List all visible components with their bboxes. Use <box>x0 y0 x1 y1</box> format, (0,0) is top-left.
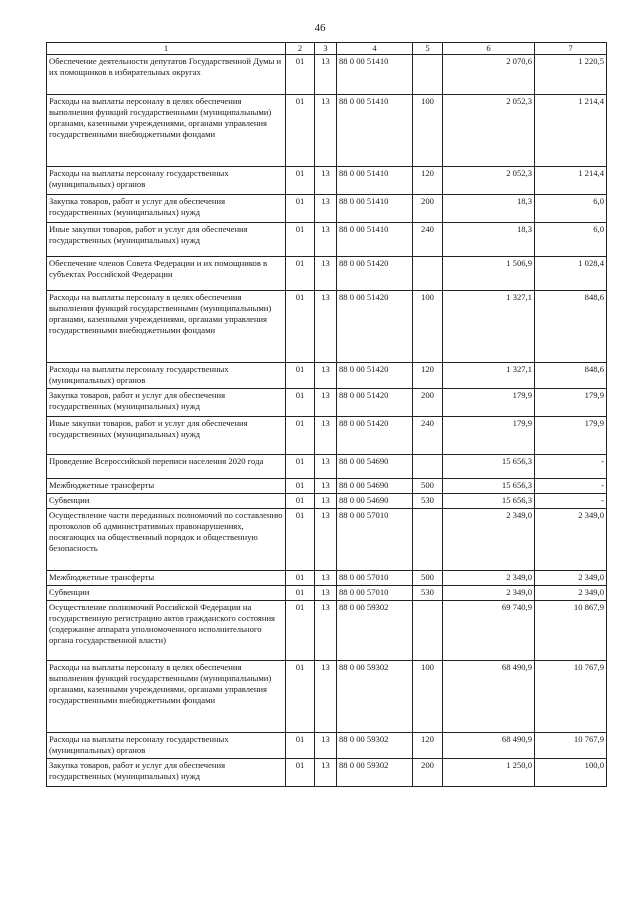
row-description: Закупка товаров, работ и услуг для обеспечения государственных (муниципальных) нужд <box>47 195 286 223</box>
subsection-code: 13 <box>315 586 337 601</box>
row-description: Закупка товаров, работ и услуг для обеспечения государственных (муниципальных) нужд <box>47 759 286 787</box>
target-article-code: 88 0 00 57010 <box>337 586 413 601</box>
section-code: 01 <box>286 417 315 455</box>
section-code: 01 <box>286 167 315 195</box>
table-row <box>47 291 607 363</box>
row-description: Обеспечение деятельности депутатов Государственной Думы и их помощников в избирательных округах <box>47 55 286 95</box>
subsection-code: 13 <box>315 455 337 479</box>
amount-column-6: 1 327,1 <box>443 291 535 363</box>
amount-column-7: 10 767,9 <box>535 733 607 759</box>
section-code: 01 <box>286 601 315 661</box>
expense-type-code: 120 <box>413 167 443 195</box>
section-code: 01 <box>286 223 315 257</box>
amount-column-7: - <box>535 455 607 479</box>
section-code: 01 <box>286 661 315 733</box>
section-code: 01 <box>286 571 315 586</box>
expense-type-code <box>413 601 443 661</box>
amount-column-6: 15 656,3 <box>443 479 535 494</box>
subsection-code: 13 <box>315 571 337 586</box>
subsection-code: 13 <box>315 257 337 291</box>
table-row <box>47 494 607 509</box>
subsection-code: 13 <box>315 363 337 389</box>
row-description: Расходы на выплаты персоналу в целях обеспечения выполнения функций государственными (муниципальными) органами, казенными учреждениями, органами управления государственными внебюджетными фондами <box>47 661 286 733</box>
amount-column-6: 2 052,3 <box>443 95 535 167</box>
section-code: 01 <box>286 55 315 95</box>
section-code: 01 <box>286 479 315 494</box>
expense-type-code: 200 <box>413 759 443 787</box>
amount-column-7: 6,0 <box>535 195 607 223</box>
header-cell: 1 <box>47 43 286 55</box>
expense-type-code: 530 <box>413 494 443 509</box>
row-description: Иные закупки товаров, работ и услуг для обеспечения государственных (муниципальных) нужд <box>47 223 286 257</box>
table-row <box>47 733 607 759</box>
section-code: 01 <box>286 195 315 223</box>
target-article-code: 88 0 00 51420 <box>337 257 413 291</box>
budget-table <box>46 42 607 787</box>
amount-column-6: 15 656,3 <box>443 494 535 509</box>
row-description: Иные закупки товаров, работ и услуг для обеспечения государственных (муниципальных) нужд <box>47 417 286 455</box>
subsection-code: 13 <box>315 55 337 95</box>
amount-column-7: 1 214,4 <box>535 95 607 167</box>
expense-type-code <box>413 257 443 291</box>
amount-column-6: 18,3 <box>443 223 535 257</box>
target-article-code: 88 0 00 51420 <box>337 363 413 389</box>
row-description: Расходы на выплаты персоналу государственных (муниципальных) органов <box>47 733 286 759</box>
amount-column-6: 68 490,9 <box>443 733 535 759</box>
table-row <box>47 389 607 417</box>
subsection-code: 13 <box>315 389 337 417</box>
target-article-code: 88 0 00 59302 <box>337 759 413 787</box>
target-article-code: 88 0 00 51410 <box>337 223 413 257</box>
expense-type-code <box>413 455 443 479</box>
amount-column-7: 10 767,9 <box>535 661 607 733</box>
table-row <box>47 759 607 787</box>
target-article-code: 88 0 00 51410 <box>337 195 413 223</box>
amount-column-7: 2 349,0 <box>535 586 607 601</box>
amount-column-7: 1 220,5 <box>535 55 607 95</box>
amount-column-7: 1 028,4 <box>535 257 607 291</box>
subsection-code: 13 <box>315 509 337 571</box>
amount-column-6: 1 506,9 <box>443 257 535 291</box>
table-header-row <box>47 43 607 55</box>
row-description: Расходы на выплаты персоналу в целях обеспечения выполнения функций государственными (муниципальными) органами, казенными учреждениями, органами управления государственными внебюджетными фондами <box>47 95 286 167</box>
section-code: 01 <box>286 494 315 509</box>
table-row <box>47 363 607 389</box>
row-description: Межбюджетные трансферты <box>47 479 286 494</box>
target-article-code: 88 0 00 54690 <box>337 494 413 509</box>
subsection-code: 13 <box>315 759 337 787</box>
table-row <box>47 586 607 601</box>
expense-type-code: 530 <box>413 586 443 601</box>
amount-column-7: 848,6 <box>535 291 607 363</box>
table-row <box>47 167 607 195</box>
table-row <box>47 257 607 291</box>
target-article-code: 88 0 00 51420 <box>337 291 413 363</box>
table-row <box>47 479 607 494</box>
amount-column-6: 179,9 <box>443 417 535 455</box>
expense-type-code <box>413 55 443 95</box>
row-description: Расходы на выплаты персоналу государственных (муниципальных) органов <box>47 363 286 389</box>
amount-column-6: 2 052,3 <box>443 167 535 195</box>
section-code: 01 <box>286 363 315 389</box>
amount-column-6: 2 349,0 <box>443 509 535 571</box>
expense-type-code: 500 <box>413 571 443 586</box>
expense-type-code: 240 <box>413 417 443 455</box>
amount-column-6: 68 490,9 <box>443 661 535 733</box>
section-code: 01 <box>286 291 315 363</box>
subsection-code: 13 <box>315 417 337 455</box>
header-cell: 7 <box>535 43 607 55</box>
expense-type-code: 500 <box>413 479 443 494</box>
table-row <box>47 55 607 95</box>
row-description: Межбюджетные трансферты <box>47 571 286 586</box>
amount-column-7: 179,9 <box>535 417 607 455</box>
amount-column-7: 10 867,9 <box>535 601 607 661</box>
row-description: Осуществление полномочий Российской Федерации на государственную регистрацию актов гражданского состояния (содержание аппарата уполномоченного исполнительного органа государственной власти) <box>47 601 286 661</box>
subsection-code: 13 <box>315 291 337 363</box>
target-article-code: 88 0 00 57010 <box>337 571 413 586</box>
amount-column-6: 2 349,0 <box>443 586 535 601</box>
subsection-code: 13 <box>315 195 337 223</box>
amount-column-6: 15 656,3 <box>443 455 535 479</box>
row-description: Обеспечение членов Совета Федерации и их помощников в субъектах Российской Федерации <box>47 257 286 291</box>
amount-column-7: - <box>535 494 607 509</box>
row-description: Расходы на выплаты персоналу в целях обеспечения выполнения функций государственными (муниципальными) органами, казенными учреждениями, органами управления государственными внебюджетными фондами <box>47 291 286 363</box>
subsection-code: 13 <box>315 223 337 257</box>
row-description: Субвенции <box>47 494 286 509</box>
section-code: 01 <box>286 257 315 291</box>
amount-column-6: 1 250,0 <box>443 759 535 787</box>
subsection-code: 13 <box>315 494 337 509</box>
expense-type-code: 100 <box>413 291 443 363</box>
subsection-code: 13 <box>315 733 337 759</box>
target-article-code: 88 0 00 59302 <box>337 661 413 733</box>
header-cell: 2 <box>286 43 315 55</box>
amount-column-7: 848,6 <box>535 363 607 389</box>
amount-column-6: 69 740,9 <box>443 601 535 661</box>
row-description: Субвенции <box>47 586 286 601</box>
section-code: 01 <box>286 759 315 787</box>
section-code: 01 <box>286 455 315 479</box>
expense-type-code: 200 <box>413 195 443 223</box>
table-row <box>47 223 607 257</box>
section-code: 01 <box>286 389 315 417</box>
amount-column-7: 2 349,0 <box>535 509 607 571</box>
row-description: Закупка товаров, работ и услуг для обеспечения государственных (муниципальных) нужд <box>47 389 286 417</box>
section-code: 01 <box>286 586 315 601</box>
header-cell: 4 <box>337 43 413 55</box>
target-article-code: 88 0 00 51420 <box>337 417 413 455</box>
expense-type-code: 100 <box>413 661 443 733</box>
header-cell: 3 <box>315 43 337 55</box>
header-cell: 5 <box>413 43 443 55</box>
target-article-code: 88 0 00 57010 <box>337 509 413 571</box>
target-article-code: 88 0 00 51410 <box>337 55 413 95</box>
expense-type-code: 120 <box>413 363 443 389</box>
subsection-code: 13 <box>315 95 337 167</box>
amount-column-6: 2 070,6 <box>443 55 535 95</box>
expense-type-code: 240 <box>413 223 443 257</box>
expense-type-code: 200 <box>413 389 443 417</box>
subsection-code: 13 <box>315 601 337 661</box>
amount-column-6: 18,3 <box>443 195 535 223</box>
target-article-code: 88 0 00 51410 <box>337 167 413 195</box>
row-description: Расходы на выплаты персоналу государственных (муниципальных) органов <box>47 167 286 195</box>
target-article-code: 88 0 00 54690 <box>337 479 413 494</box>
amount-column-7: 100,0 <box>535 759 607 787</box>
table-row <box>47 195 607 223</box>
amount-column-7: 6,0 <box>535 223 607 257</box>
expense-type-code <box>413 509 443 571</box>
target-article-code: 88 0 00 59302 <box>337 733 413 759</box>
subsection-code: 13 <box>315 661 337 733</box>
table-row <box>47 417 607 455</box>
table-row <box>47 509 607 571</box>
section-code: 01 <box>286 509 315 571</box>
table-row <box>47 601 607 661</box>
table-row <box>47 95 607 167</box>
amount-column-7: 1 214,4 <box>535 167 607 195</box>
expense-type-code: 120 <box>413 733 443 759</box>
expense-type-code: 100 <box>413 95 443 167</box>
row-description: Осуществление части переданных полномочий по составлению протоколов об административных правонарушениях, посягающих на общественный порядок и общественную безопасность <box>47 509 286 571</box>
section-code: 01 <box>286 733 315 759</box>
amount-column-6: 1 327,1 <box>443 363 535 389</box>
subsection-code: 13 <box>315 479 337 494</box>
amount-column-7: 2 349,0 <box>535 571 607 586</box>
header-cell: 6 <box>443 43 535 55</box>
table-row <box>47 661 607 733</box>
table-row <box>47 455 607 479</box>
amount-column-6: 2 349,0 <box>443 571 535 586</box>
target-article-code: 88 0 00 51420 <box>337 389 413 417</box>
page-number: 46 <box>314 22 326 34</box>
section-code: 01 <box>286 95 315 167</box>
subsection-code: 13 <box>315 167 337 195</box>
target-article-code: 88 0 00 51410 <box>337 95 413 167</box>
row-description: Проведение Всероссийской переписи населения 2020 года <box>47 455 286 479</box>
amount-column-6: 179,9 <box>443 389 535 417</box>
amount-column-7: - <box>535 479 607 494</box>
target-article-code: 88 0 00 59302 <box>337 601 413 661</box>
amount-column-7: 179,9 <box>535 389 607 417</box>
target-article-code: 88 0 00 54690 <box>337 455 413 479</box>
table-row <box>47 571 607 586</box>
